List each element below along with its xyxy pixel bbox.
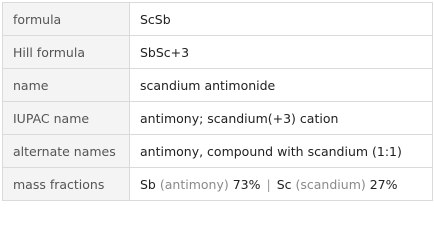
element-symbol: Sc [276,176,292,192]
row-label-mass-fractions: mass fractions [3,168,130,201]
row-value-hill-formula: SbSc+3 [130,36,433,69]
row-label-name: name [3,69,130,102]
mass-percent: 73% [232,176,261,192]
row-label-formula: formula [3,3,130,36]
element-name: (antimony) [159,176,229,192]
row-value-iupac-name: antimony; scandium(+3) cation [130,102,433,135]
table-row [3,3,433,36]
table-row [3,135,433,168]
table-row [3,36,433,69]
row-label-alternate-names: alternate names [3,135,130,168]
row-value-mass-fractions [130,168,433,201]
mass-fraction-sc [277,177,398,192]
mass-percent: 27% [369,176,398,192]
row-value-alternate-names: antimony, compound with scandium (1:1) [130,135,433,168]
row-label-iupac-name: IUPAC name [3,102,130,135]
separator: | [266,176,271,192]
row-value-formula: ScSb [130,3,433,36]
element-symbol: Sb [140,176,156,192]
properties-table [2,2,433,201]
mass-fraction-sb [140,177,261,192]
table-row [3,102,433,135]
table-row [3,168,433,201]
element-name: (scandium) [295,176,366,192]
row-label-hill-formula: Hill formula [3,36,130,69]
table-row [3,69,433,102]
row-value-name: scandium antimonide [130,69,433,102]
